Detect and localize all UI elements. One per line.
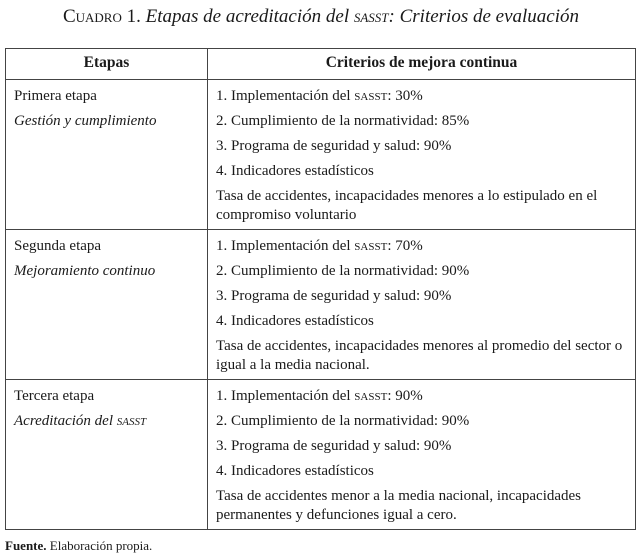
criterion-note: Tasa de accidentes, incapacidades menores al promedio del sector o igual a la media nacional. [216,338,623,373]
criterion-3: 3. Programa de seguridad y salud: 90% [216,288,452,304]
criteria-table [5,48,636,530]
criterion-2: 2. Cumplimiento de la normatividad: 85% [216,113,470,129]
stage-cell [6,80,208,230]
caption-text: Etapas de acreditación del sasst: Criterios de evaluación [145,6,580,27]
source-label: Fuente. [5,538,47,553]
criterion-3: 3. Programa de seguridad y salud: 90% [216,138,452,154]
criterion-4: 4. Indicadores estadísticos [216,163,374,179]
criterion-4: 4. Indicadores estadísticos [216,463,374,479]
table-row [6,230,636,380]
header-etapas: Etapas [6,49,208,80]
criterion-2: 2. Cumplimiento de la normatividad: 90% [216,413,470,429]
criterion-1: 1. Implementación del sasst: 70% [216,238,423,254]
criterion-1: 1. Implementación del sasst: 30% [216,88,423,104]
criteria-cell [208,380,636,530]
stage-name: Tercera etapa [14,388,95,404]
source-note [5,538,152,554]
table-row [6,80,636,230]
criteria-cell [208,230,636,380]
criterion-note: Tasa de accidentes menor a la media nacional, incapacidades permanentes y defunciones igual a cero. [216,488,582,523]
criterion-3: 3. Programa de seguridad y salud: 90% [216,438,452,454]
criterion-1: 1. Implementación del sasst: 90% [216,388,423,404]
criterion-4: 4. Indicadores estadísticos [216,313,374,329]
source-text: Elaboración propia. [46,538,153,553]
stage-subtitle: Mejoramiento continuo [14,263,156,279]
criterion-2: 2. Cumplimiento de la normatividad: 90% [216,263,470,279]
stage-name: Primera etapa [14,88,97,104]
table-caption [0,6,642,28]
criteria-cell [208,80,636,230]
caption-label: Cuadro 1. [62,6,141,27]
stage-subtitle: Gestión y cumplimiento [14,113,157,129]
header-criterios: Criterios de mejora continua [208,49,636,80]
stage-name: Segunda etapa [14,238,102,254]
stage-subtitle: Acreditación del sasst [14,413,147,429]
table-row [6,380,636,530]
stage-cell [6,230,208,380]
criterion-note: Tasa de accidentes, incapacidades menores a lo estipulado en el compromiso voluntario [216,188,598,223]
stage-cell [6,380,208,530]
header-row [6,49,636,80]
